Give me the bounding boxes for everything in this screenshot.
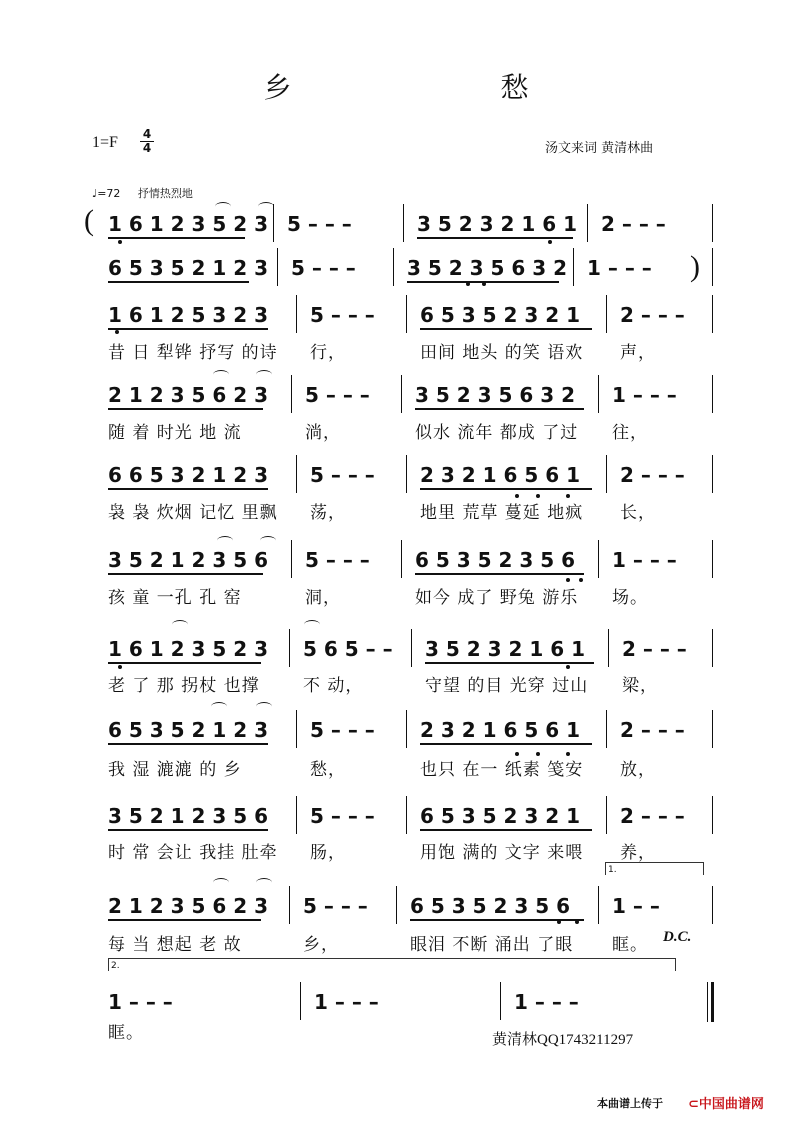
final-barline bbox=[707, 982, 708, 1022]
measure-notes: 1 6 1 2 5 3 2 3 bbox=[108, 303, 269, 327]
barline bbox=[393, 248, 394, 286]
song-title: 乡 愁 bbox=[263, 71, 629, 104]
barline bbox=[291, 540, 292, 578]
beam bbox=[108, 488, 268, 490]
lyric-line: 养， bbox=[620, 843, 656, 863]
lyric-line: 昔 日 犁铧 抒写 的诗 bbox=[108, 343, 278, 363]
measure-notes: 1 – – – bbox=[514, 990, 579, 1014]
barline bbox=[289, 629, 290, 667]
barline bbox=[411, 629, 412, 667]
key-signature: 1=F bbox=[92, 134, 118, 151]
beam bbox=[108, 281, 249, 283]
measure-notes: 1 – – – bbox=[314, 990, 379, 1014]
beam bbox=[108, 829, 268, 831]
measure-notes: 5 – – – bbox=[305, 383, 370, 407]
lyric-line: 也只 在一 纸素 笺安 bbox=[420, 760, 584, 780]
measure-notes: 2 1 2 3 5 6 2 3 bbox=[108, 894, 269, 918]
barline bbox=[406, 710, 407, 748]
lyric-line: 守望 的目 光穿 过山 bbox=[425, 676, 589, 696]
site-logo-text: 中国曲谱网 bbox=[698, 1097, 764, 1112]
octave-dot bbox=[548, 240, 552, 244]
expression-marking: 抒情热烈地 bbox=[137, 187, 193, 200]
barline bbox=[291, 375, 292, 413]
octave-dot bbox=[557, 920, 561, 924]
measure-notes: 3 5 2 3 5 6 3 2 bbox=[415, 383, 576, 407]
measure-notes: 6 5 3 5 2 3 2 1 bbox=[420, 804, 581, 828]
octave-dot bbox=[515, 494, 519, 498]
measure-notes: 6 5 3 5 2 3 5 6 bbox=[410, 894, 571, 918]
measure-notes: 5 – – – bbox=[310, 303, 375, 327]
barline bbox=[712, 886, 713, 924]
tempo-marking bbox=[92, 185, 193, 201]
lyric-line: 行， bbox=[310, 343, 346, 363]
measure-notes: 5 – – – bbox=[310, 804, 375, 828]
slur bbox=[256, 702, 272, 711]
lyric-line: 田间 地头 的笑 语欢 bbox=[420, 343, 584, 363]
measure-notes: 2 1 2 3 5 6 2 3 bbox=[108, 383, 269, 407]
barline bbox=[606, 295, 607, 333]
measure-notes: 2 – – – bbox=[601, 212, 666, 236]
lyric-line: 场。 bbox=[612, 588, 648, 608]
time-sig-top: 4 bbox=[142, 127, 152, 141]
lyric-line: 老 了 那 拐杖 也撑 bbox=[108, 676, 260, 696]
barline bbox=[598, 375, 599, 413]
barline bbox=[712, 295, 713, 333]
measure-notes: 1 – – – bbox=[612, 548, 677, 572]
barline bbox=[403, 204, 404, 242]
lyric-line: 愁， bbox=[310, 760, 346, 780]
beam bbox=[108, 237, 245, 239]
beam bbox=[420, 328, 592, 330]
barline bbox=[401, 375, 402, 413]
barline bbox=[598, 540, 599, 578]
measure-notes: 5 6 5 – – bbox=[303, 637, 393, 661]
measure-notes: 2 – – – bbox=[620, 303, 685, 327]
barline bbox=[573, 248, 574, 286]
measure-notes: 1 – – – bbox=[612, 383, 677, 407]
lyric-line: 眶。 bbox=[612, 935, 648, 955]
beam bbox=[108, 919, 261, 921]
open-paren: ( bbox=[84, 204, 94, 237]
beam bbox=[420, 488, 592, 490]
lyric-line: 不 动， bbox=[303, 676, 364, 696]
barline bbox=[296, 710, 297, 748]
measure-notes: 3 5 2 3 2 1 6 1 bbox=[425, 637, 586, 661]
barline bbox=[401, 540, 402, 578]
octave-dot bbox=[566, 665, 570, 669]
close-paren: ) bbox=[690, 250, 700, 283]
lyric-line: 我 湿 漉漉 的 乡 bbox=[108, 760, 242, 780]
lyric-line: 长， bbox=[620, 503, 656, 523]
barline bbox=[712, 710, 713, 748]
barline bbox=[712, 540, 713, 578]
measure-notes: 3 5 2 1 2 3 5 6 bbox=[108, 548, 269, 572]
measure-notes: 5 – – – bbox=[287, 212, 352, 236]
octave-dot bbox=[536, 494, 540, 498]
octave-dot bbox=[566, 494, 570, 498]
beam bbox=[415, 573, 584, 575]
measure-notes: 5 – – – bbox=[303, 894, 368, 918]
barline bbox=[606, 796, 607, 834]
octave-dot bbox=[536, 752, 540, 756]
barline bbox=[500, 982, 501, 1020]
measure-notes: 5 – – – bbox=[291, 256, 356, 280]
barline bbox=[712, 796, 713, 834]
volta-1-number: 1. bbox=[608, 865, 617, 875]
measure-notes: 2 3 2 1 6 5 6 1 bbox=[420, 718, 581, 742]
final-barline-thick bbox=[711, 982, 714, 1022]
lyric-line: 地里 荒草 蔓延 地疯 bbox=[420, 503, 584, 523]
barline bbox=[406, 455, 407, 493]
lyric-line: 袅 袅 炊烟 记忆 里飘 bbox=[108, 503, 278, 523]
barline bbox=[289, 886, 290, 924]
slur bbox=[213, 370, 229, 379]
footer-text: 本曲谱上传于 bbox=[597, 1097, 663, 1110]
barline bbox=[712, 248, 713, 286]
measure-notes: 2 – – – bbox=[620, 463, 685, 487]
octave-dot bbox=[515, 752, 519, 756]
slur bbox=[215, 202, 231, 211]
measure-notes: 2 – – – bbox=[620, 804, 685, 828]
measure-notes: 1 6 1 2 3 5 2 3 bbox=[108, 637, 269, 661]
lyric-line: 淌， bbox=[305, 423, 341, 443]
measure-notes: 6 5 3 5 2 1 2 3 bbox=[108, 256, 269, 280]
measure-notes: 5 – – – bbox=[310, 718, 375, 742]
barline bbox=[296, 295, 297, 333]
volta-2-number: 2. bbox=[111, 961, 120, 971]
octave-dot bbox=[482, 282, 486, 286]
measure-notes: 2 3 2 1 6 5 6 1 bbox=[420, 463, 581, 487]
lyric-line: 用饱 满的 文字 来喂 bbox=[420, 843, 584, 863]
slur bbox=[172, 620, 188, 629]
lyric-line: 似水 流年 都成 了过 bbox=[415, 423, 579, 443]
lyric-line: 时 常 会让 我挂 肚牵 bbox=[108, 843, 278, 863]
octave-dot bbox=[566, 752, 570, 756]
lyric-line: 眼泪 不断 涌出 了眼 bbox=[410, 935, 574, 955]
slur bbox=[211, 702, 227, 711]
measure-notes: 3 5 2 1 2 3 5 6 bbox=[108, 804, 269, 828]
lyric-line: 往， bbox=[612, 423, 648, 443]
beam bbox=[415, 408, 584, 410]
time-sig-bottom: 4 bbox=[140, 141, 154, 155]
measure-notes: 6 5 3 5 2 3 2 1 bbox=[420, 303, 581, 327]
lyric-line: 乡， bbox=[303, 935, 339, 955]
barline bbox=[712, 204, 713, 242]
site-logo: ⊂中国曲谱网 bbox=[688, 1097, 764, 1112]
time-signature bbox=[140, 128, 154, 155]
octave-dot bbox=[566, 578, 570, 582]
lyric-line: 放， bbox=[620, 760, 656, 780]
barline bbox=[606, 710, 607, 748]
lyric-line: 肠， bbox=[310, 843, 346, 863]
measure-notes: 1 – – – bbox=[108, 990, 173, 1014]
measure-notes: 6 5 3 5 2 3 5 6 bbox=[415, 548, 576, 572]
barline bbox=[300, 982, 301, 1020]
lyric-line: 洞， bbox=[305, 588, 341, 608]
barline bbox=[296, 796, 297, 834]
lyric-line: 荡， bbox=[310, 503, 346, 523]
measure-notes: 2 – – – bbox=[620, 718, 685, 742]
measure-notes: 5 – – – bbox=[310, 463, 375, 487]
barline bbox=[712, 629, 713, 667]
barline bbox=[277, 248, 278, 286]
octave-dot bbox=[575, 920, 579, 924]
tempo: ♩=72 bbox=[92, 187, 121, 200]
octave-dot bbox=[118, 665, 122, 669]
barline bbox=[406, 796, 407, 834]
barline bbox=[296, 455, 297, 493]
lyric-line: 梁， bbox=[622, 676, 658, 696]
barline bbox=[598, 886, 599, 924]
lyric-line: 声， bbox=[620, 343, 656, 363]
beam bbox=[108, 328, 268, 330]
slur bbox=[260, 536, 276, 545]
octave-dot bbox=[466, 282, 470, 286]
beam bbox=[420, 743, 592, 745]
beam bbox=[425, 662, 594, 664]
beam bbox=[108, 408, 263, 410]
beam bbox=[108, 573, 263, 575]
beam bbox=[420, 829, 592, 831]
lyric-line: 每 当 想起 老 故 bbox=[108, 935, 242, 955]
octave-dot bbox=[115, 330, 119, 334]
measure-notes: 2 – – – bbox=[622, 637, 687, 661]
dc-marking: D.C. bbox=[663, 929, 692, 945]
barline bbox=[396, 886, 397, 924]
measure-notes: 1 – – bbox=[612, 894, 660, 918]
measure-notes: 6 6 5 3 2 1 2 3 bbox=[108, 463, 269, 487]
measure-notes: 1 – – – bbox=[587, 256, 652, 280]
slur bbox=[217, 536, 233, 545]
barline bbox=[712, 455, 713, 493]
barline bbox=[406, 295, 407, 333]
beam bbox=[417, 237, 573, 239]
arranger-signature: 黄清林QQ1743211297 bbox=[492, 1032, 634, 1048]
lyric-line: 眶。 bbox=[108, 1023, 144, 1043]
barline bbox=[587, 204, 588, 242]
octave-dot bbox=[579, 578, 583, 582]
barline bbox=[712, 375, 713, 413]
slur bbox=[258, 202, 274, 211]
beam bbox=[108, 662, 261, 664]
slur bbox=[256, 370, 272, 379]
measure-notes: 3 5 2 3 2 1 6 1 bbox=[417, 212, 578, 236]
octave-dot bbox=[118, 240, 122, 244]
barline bbox=[606, 455, 607, 493]
measure-notes: 1 6 1 2 3 5 2 3 bbox=[108, 212, 269, 236]
beam bbox=[108, 743, 268, 745]
measure-notes: 5 – – – bbox=[305, 548, 370, 572]
slur bbox=[213, 878, 229, 887]
slur bbox=[304, 620, 320, 629]
lyric-line: 如今 成了 野兔 游乐 bbox=[415, 588, 579, 608]
barline bbox=[608, 629, 609, 667]
slur bbox=[256, 878, 272, 887]
credits: 汤文来词 黄清林曲 bbox=[545, 141, 654, 156]
lyric-line: 随 着 时光 地 流 bbox=[108, 423, 242, 443]
volta-2 bbox=[108, 958, 676, 971]
volta-1 bbox=[605, 862, 704, 875]
measure-notes: 6 5 3 5 2 1 2 3 bbox=[108, 718, 269, 742]
measure-notes: 3 5 2 3 5 6 3 2 bbox=[407, 256, 568, 280]
lyric-line: 孩 童 一孔 孔 窑 bbox=[108, 588, 242, 608]
